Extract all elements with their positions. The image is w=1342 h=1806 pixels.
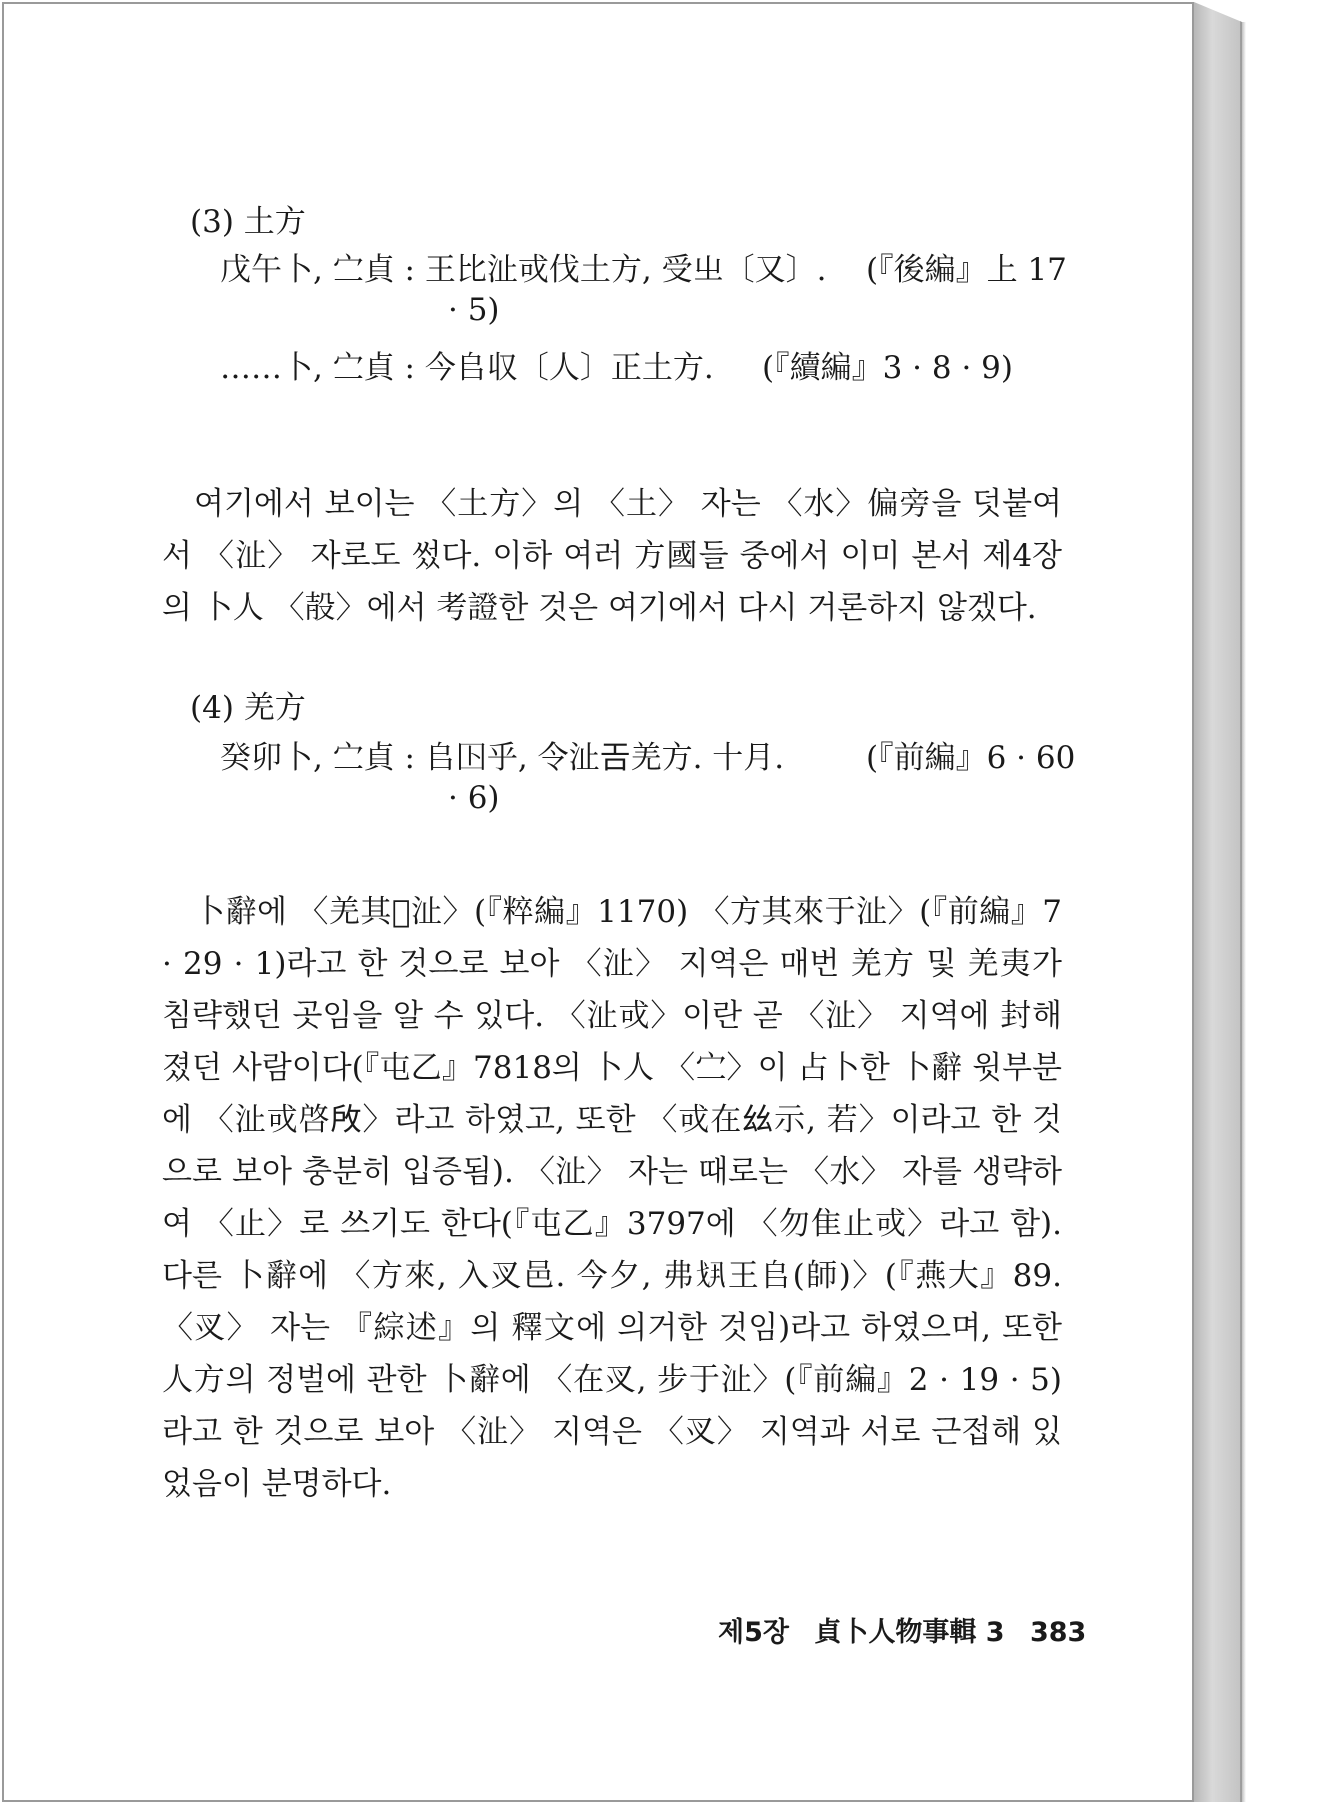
footer-title: 貞卜人物事輯 3 (814, 1617, 1005, 1648)
section-3-heading: (3) 土方 (190, 204, 306, 240)
section-4-quote-1-ref: (『前編』6 · 60 (866, 740, 1076, 776)
section-4-quote-1: 癸卯卜, 㝉貞 : 𠂤𡆥乎, 令沚𢀛羌方. 十月. (220, 740, 785, 776)
footer-chapter: 제5장 (718, 1617, 789, 1648)
section-3-quote-1-ref: (『後編』上 17 (866, 252, 1067, 288)
section-3-quote-2: ……卜, 㝉貞 : 今𠂤収〔人〕正土方. (220, 350, 714, 386)
page-shadow (1240, 22, 1246, 1802)
paragraph-1: 여기에서 보이는 〈土方〉의 〈土〉 자는 〈水〉偏旁을 덧붙여서 〈沚〉 자로도 썼다. 이하 여러 方國들 중에서 이미 본서 제4장의 卜人 〈㱿〉에서 考證한 것은 여기에서 다시 거론하지 않겠다. (162, 486, 1062, 626)
section-3-quote-2-ref: (『續編』3 · 8 · 9) (762, 350, 1013, 386)
section-4-heading: (4) 羌方 (190, 690, 306, 726)
page-number: 383 (1029, 1617, 1087, 1648)
page-stack-edge (1194, 2, 1242, 1802)
section-3-quote-1: 戊午卜, 㝉貞 : 王比沚戓伐土方, 受㞢〔又〕. (220, 252, 827, 288)
paragraph-2: 卜辭에 〈羌其𡧊沚〉(『粹編』1170) 〈方其來于沚〉(『前編』7 · 29 · 1)라고 한 것으로 보아 〈沚〉 지역은 매번 羌方 및 羌夷가 침략했던 곳임을 알 수 있다. 〈沚戓〉이란 곧 〈沚〉 지역에 封해졌던 사람이다(『屯乙』7818의 卜人 〈㝉〉이 占卜한 卜辭 윗부분에 〈沚戓啓𢼄〉라고 하였고, 또한 〈戓在𢆶示, 若〉이라고 한 것으로 보아 충분히 입증됨). 〈沚〉 자는 때로는 〈水〉 자를 생략하여 〈止〉로 쓰기도 한다(『屯乙』3797에 〈勿隹止戓〉라고 함). 다른 卜辭에 〈方來, 入㕚邑. 今夕, 弗𢦚王𠂤(師)〉(『燕大』89. 〈㕚〉 자는 『綜述』의 釋文에 의거한 것임)라고 하였으며, 또한 人方의 정벌에 관한 卜辭에 〈在㕚, 步于沚〉(『前編』2 · 19 · 5)라고 한 것으로 보아 〈沚〉 지역은 〈㕚〉 지역과 서로 근접해 있었음이 분명하다. (162, 894, 1062, 1502)
section-3-quote-1-ref-cont: · 5) (448, 292, 500, 328)
page-footer (718, 1610, 1102, 1649)
section-4-quote-1-ref-cont: · 6) (448, 780, 500, 816)
